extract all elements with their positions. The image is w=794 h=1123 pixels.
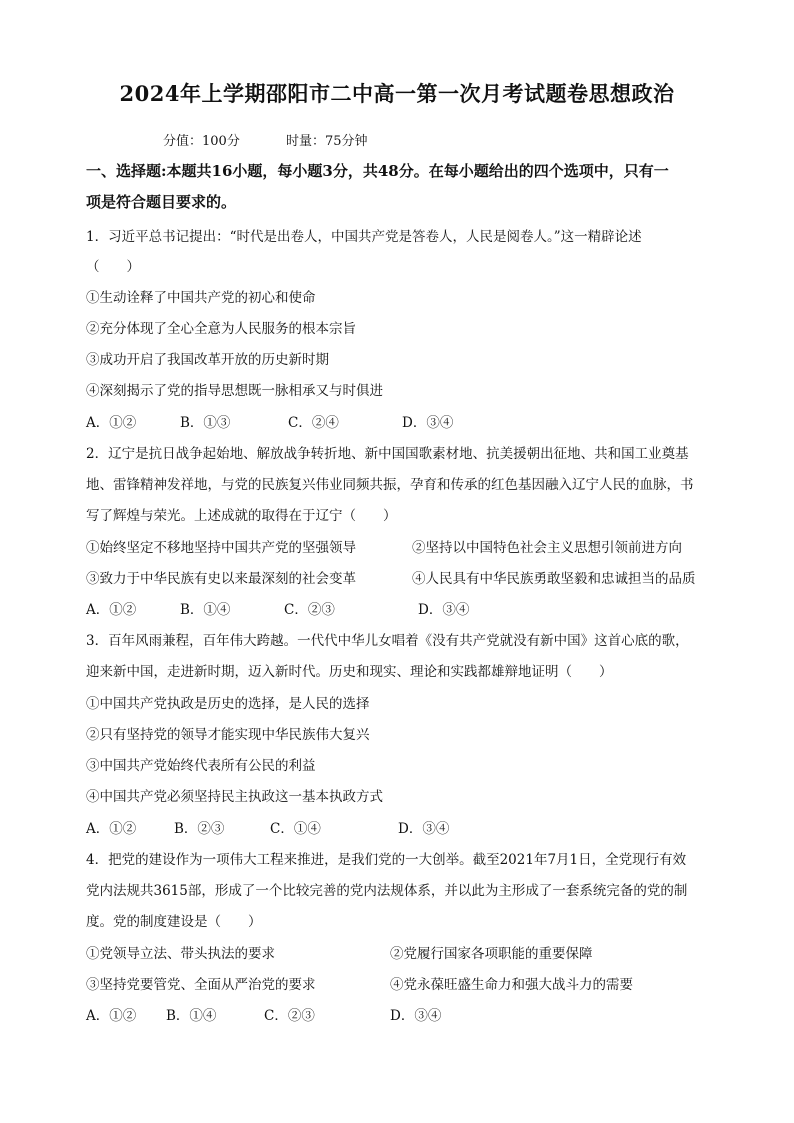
q1-choice-d: D．③④: [402, 415, 454, 431]
q2-choice-d: D．③④: [418, 602, 470, 618]
q3-option-4: ④中国共产党必须坚持民主执政这一基本执政方式: [86, 789, 383, 805]
exam-meta: [163, 130, 410, 149]
time-info: 时量：75分钟: [285, 134, 368, 149]
q1-option-3: ③成功开启了我国改革开放的历史新时期: [86, 352, 329, 368]
q2-choice-b: B．①④: [180, 602, 231, 618]
score-info: 分值：100分: [163, 134, 240, 149]
q4-option-1: ①党领导立法、带头执法的要求: [86, 946, 275, 962]
q4-stem-line2: 党内法规共3615部，形成了一个比较完善的党内法规体系，并以此为主形成了一套系统完备的党的制: [86, 883, 688, 899]
q4-option-2: ②党履行国家各项职能的重要保障: [390, 946, 593, 962]
q2-option-2: ②坚持以中国特色社会主义思想引领前进方向: [412, 540, 682, 556]
section-heading-line1: 一、选择题:本题共16小题，每小题3分，共48分。在每小题给出的四个选项中，只有一: [86, 162, 669, 180]
q3-option-3: ③中国共产党始终代表所有公民的利益: [86, 758, 316, 774]
q1-stem-line1: 1．习近平总书记提出：“时代是出卷人，中国共产党是答卷人，人民是阅卷人。”这一精辟论述: [86, 229, 642, 245]
q1-choice-b: B．①③: [180, 415, 231, 431]
page-title: 2024年上学期邵阳市二中高一第一次月考试题卷思想政治: [119, 81, 675, 106]
q1-option-4: ④深刻揭示了党的指导思想既一脉相承又与时俱进: [86, 383, 383, 399]
q4-option-3: ③坚持党要管党、全面从严治党的要求: [86, 977, 316, 993]
q2-stem-line2: 地、雷锋精神发祥地，与党的民族复兴伟业同频共振，孕育和传承的红色基因融入辽宁人民的血脉，书: [86, 477, 694, 493]
q4-stem-line3: 度。党的制度建设是（ ）: [86, 914, 262, 930]
section-heading-line2: 项是符合题目要求的。: [86, 193, 237, 211]
q2-option-1: ①始终坚定不移地坚持中国共产党的坚强领导: [86, 540, 356, 556]
q3-choice-d: D．③④: [398, 821, 450, 837]
q3-stem-line2: 迎来新中国，走进新时期，迈入新时代。历史和现实、理论和实践都雄辩地证明（ ）: [86, 664, 613, 680]
q1-option-2: ②充分体现了全心全意为人民服务的根本宗旨: [86, 321, 356, 337]
q1-choice-c: C．②④: [288, 415, 339, 431]
q3-option-1: ①中国共产党执政是历史的选择，是人民的选择: [86, 696, 370, 712]
q4-stem-line1: 4．把党的建设作为一项伟大工程来推进，是我们党的一大创举。截至2021年7月1日，全党现行有效: [86, 852, 687, 868]
q3-option-2: ②只有坚持党的领导才能实现中华民族伟大复兴: [86, 727, 370, 743]
q3-choice-c: C．①④: [270, 821, 321, 837]
q4-choice-b: B．①④: [166, 1008, 217, 1024]
q1-choice-a: A．①②: [86, 415, 137, 431]
q3-choice-a: A．①②: [86, 821, 137, 837]
q3-choice-b: B．②③: [174, 821, 225, 837]
q3-stem-line1: 3．百年风雨兼程，百年伟大跨越。一代代中华儿女唱着《没有共产党就没有新中国》这首心底的歌，: [86, 633, 689, 649]
q2-stem-line3: 写了辉煌与荣光。上述成就的取得在于辽宁（ ）: [86, 508, 397, 524]
q4-choice-a: A．①②: [86, 1008, 137, 1024]
q2-choice-a: A．①②: [86, 602, 137, 618]
q4-choice-c: C．②③: [264, 1008, 315, 1024]
q4-choice-d: D．③④: [390, 1008, 442, 1024]
q2-stem-line1: 2．辽宁是抗日战争起始地、解放战争转折地、新中国国歌素材地、抗美援朝出征地、共和国工业奠基: [86, 446, 689, 462]
q2-option-4: ④人民具有中华民族勇敢坚毅和忠诚担当的品质: [412, 571, 696, 587]
q1-option-1: ①生动诠释了中国共产党的初心和使命: [86, 290, 316, 306]
q2-choice-c: C．②③: [284, 602, 335, 618]
q1-stem-line2: （ ）: [86, 259, 140, 275]
q4-option-4: ④党永葆旺盛生命力和强大战斗力的需要: [390, 977, 633, 993]
q2-option-3: ③致力于中华民族有史以来最深刻的社会变革: [86, 571, 356, 587]
